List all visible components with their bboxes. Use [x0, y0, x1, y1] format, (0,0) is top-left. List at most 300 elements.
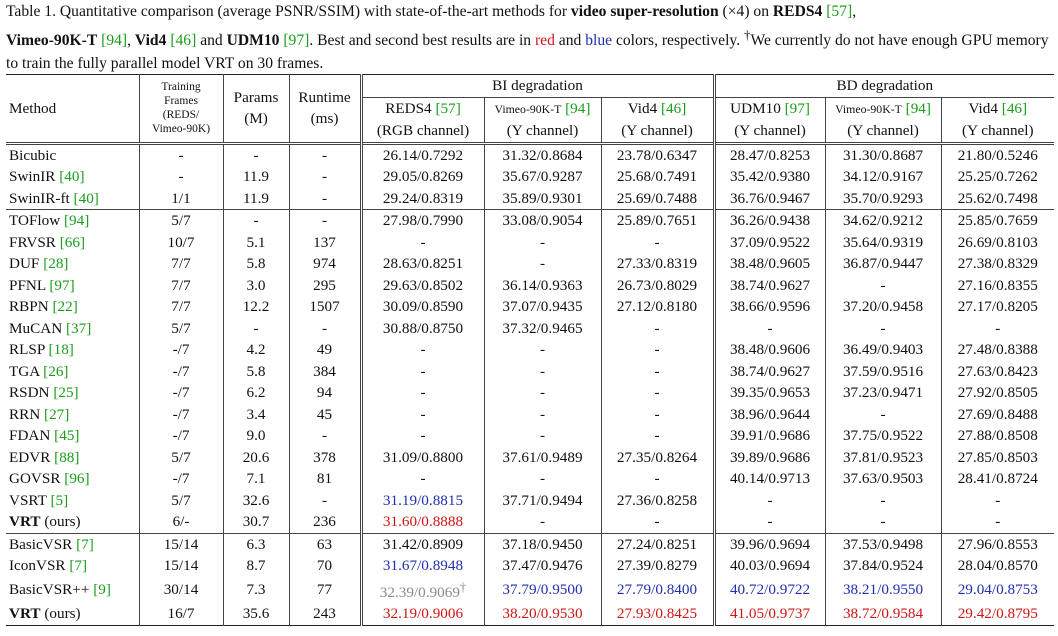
metric-cell: -: [825, 511, 941, 533]
method-cell: [6, 275, 139, 297]
metric-cell: 23.78/0.6347: [601, 143, 714, 166]
params-cell: 6.3: [223, 533, 289, 555]
metric-cell: 41.05/0.9737: [714, 603, 825, 625]
caption-bold-reds4: REDS4: [772, 3, 823, 20]
metric-cell: -: [995, 491, 1001, 509]
training-frames-cell: 5/7: [139, 210, 223, 232]
dataset-name: Vid4: [627, 100, 658, 117]
header-dataset-col: [714, 97, 825, 143]
citation-link[interactable]: [88]: [54, 448, 80, 466]
metric-cell: 36.49/0.9403: [825, 339, 941, 361]
metric-cell: 36.87/0.9447: [825, 253, 941, 275]
method-name: FRVSR: [9, 233, 60, 251]
method-cell: [6, 425, 139, 447]
runtime-cell: 295: [289, 275, 361, 297]
method-name: RLSP: [9, 341, 49, 358]
method-cell: [6, 603, 139, 625]
method-cell: [6, 404, 139, 426]
caption-text: ,: [127, 32, 135, 50]
method-cell: [6, 188, 139, 210]
citation-link[interactable]: [26]: [43, 362, 69, 380]
citation-link[interactable]: [5]: [50, 491, 69, 509]
header-training-line: Training: [161, 81, 201, 94]
method-name: BasicVSR: [9, 535, 77, 553]
metric-cell: -: [601, 318, 714, 340]
training-frames-cell: 5/7: [139, 490, 223, 512]
training-frames-cell: 1/1: [139, 188, 223, 210]
citation-link[interactable]: [57]: [826, 3, 853, 20]
method-name: MuCAN: [9, 319, 66, 337]
results-table-wrapper: [6, 74, 1054, 626]
params-cell: -: [223, 210, 289, 232]
citation-link[interactable]: [46]: [660, 100, 687, 117]
method-name: BasicVSR++: [9, 581, 94, 599]
citation-link[interactable]: [46]: [170, 32, 197, 50]
runtime-cell: -: [289, 210, 361, 232]
training-frames-cell: -/7: [139, 468, 223, 490]
metric-cell: 26.14/0.7292: [361, 143, 484, 166]
dataset-channel: (Y channel): [734, 121, 806, 139]
header-runtime: [289, 75, 361, 144]
citation-link[interactable]: [94]: [905, 99, 931, 117]
runtime-cell: 137: [289, 232, 361, 254]
params-cell: 11.9: [223, 166, 289, 188]
method-name: EDVR: [9, 448, 55, 466]
method-name: Bicubic: [9, 146, 57, 164]
citation-link[interactable]: [66]: [59, 233, 86, 251]
metric-cell: 37.53/0.9498: [825, 533, 941, 555]
table-row: [6, 232, 1054, 254]
dataset-channel: (Y channel): [621, 121, 693, 139]
metric-cell: 27.63/0.8423: [957, 362, 1038, 380]
metric-cell: 34.62/0.9212: [825, 210, 941, 232]
metric-cell: 28.63/0.8251: [361, 253, 484, 275]
training-frames-cell: 7/7: [139, 275, 223, 297]
runtime-cell: 49: [289, 339, 361, 361]
metric-cell: 37.09/0.9522: [714, 232, 825, 254]
caption-text: and: [196, 32, 227, 50]
metric-cell: -: [361, 382, 484, 404]
metric-cell: 37.07/0.9435: [484, 296, 601, 318]
dagger-mark: †: [459, 579, 467, 594]
runtime-cell: -: [289, 166, 361, 188]
metric-cell: 31.09/0.8800: [361, 447, 484, 469]
metric-cell: 37.32/0.9465: [484, 318, 601, 340]
metric-cell: 27.33/0.8319: [601, 253, 714, 275]
metric-cell: -: [601, 425, 714, 447]
metric-cell: -: [601, 468, 714, 490]
citation-link[interactable]: [94]: [101, 32, 128, 50]
header-dataset-col: [941, 97, 1054, 143]
params-cell: 7.3: [223, 577, 289, 604]
citation-link[interactable]: [40]: [59, 168, 85, 185]
method-name: RRN: [9, 405, 45, 423]
training-frames-cell: -/7: [139, 361, 223, 383]
caption-text: ,: [852, 3, 857, 20]
citation-link[interactable]: [57]: [435, 100, 461, 117]
method-name: VRT: [9, 513, 41, 530]
citation-link[interactable]: [94]: [565, 99, 591, 117]
metric-cell: 27.17/0.8205: [957, 298, 1038, 315]
metric-cell: 31.30/0.8687: [825, 143, 941, 166]
params-cell: 32.6: [223, 490, 289, 512]
table-row: [6, 166, 1054, 188]
citation-link[interactable]: [25]: [53, 384, 79, 401]
citation-link[interactable]: [37]: [65, 319, 92, 337]
header-params: [223, 75, 289, 144]
table-row: [6, 447, 1054, 469]
params-cell: 4.2: [223, 339, 289, 361]
metric-cell: 37.18/0.9450: [484, 533, 601, 555]
runtime-cell: -: [289, 490, 361, 512]
citation-link[interactable]: [7]: [69, 557, 88, 574]
citation-link[interactable]: [22]: [52, 298, 78, 315]
metric-cell: 27.88/0.8508: [957, 427, 1038, 444]
runtime-cell: -: [289, 318, 361, 340]
method-name: VRT: [9, 605, 41, 623]
metric-cell: 30.09/0.8590: [361, 296, 484, 318]
method-name: TGA: [9, 362, 44, 380]
training-frames-cell: -: [139, 166, 223, 188]
metric-cell: 27.39/0.8279: [601, 555, 714, 577]
metric-cell: 35.42/0.9380: [714, 166, 825, 188]
metric-cell: 25.89/0.7651: [601, 210, 714, 232]
citation-link[interactable]: [27]: [44, 405, 70, 423]
citation-link[interactable]: [9]: [93, 581, 111, 599]
metric-cell: 38.21/0.9550: [825, 577, 941, 604]
header-bd-degradation: BD degradation: [714, 75, 1054, 98]
caption-text: We currently do not have enough GPU memory to train the fully parallel model VRT on 30 frames.: [6, 32, 1049, 73]
params-cell: 20.6: [223, 447, 289, 469]
runtime-cell: -: [289, 425, 361, 447]
citation-link[interactable]: [96]: [64, 470, 90, 487]
metric-cell: -: [601, 361, 714, 383]
citation-link[interactable]: [40]: [73, 189, 99, 207]
metric-cell: 28.41/0.8724: [957, 470, 1038, 487]
method-name: PFNL: [9, 276, 50, 294]
header-method: Method: [6, 75, 139, 144]
table-caption: [6, 0, 1054, 75]
metric-cell: 37.81/0.9523: [825, 447, 941, 469]
metric-cell: -: [714, 511, 825, 533]
metric-cell: 38.74/0.9627: [714, 361, 825, 383]
metric-cell: 29.63/0.8502: [361, 275, 484, 297]
training-frames-cell: 5/7: [139, 318, 223, 340]
metric-cell: 39.89/0.9686: [714, 447, 825, 469]
metric-cell: 40.14/0.9713: [714, 468, 825, 490]
dataset-channel: (Y channel): [962, 121, 1034, 139]
runtime-cell: 63: [289, 533, 361, 555]
metric-cell: -: [601, 339, 714, 361]
caption-bold-vimeo: Vimeo-90K-T: [6, 32, 98, 50]
metric-cell: 27.35/0.8264: [601, 447, 714, 469]
metric-cell: 37.47/0.9476: [484, 555, 601, 577]
dataset-channel: (Y channel): [847, 122, 919, 139]
header-params-line: Params: [233, 88, 279, 106]
metric-cell: -: [484, 253, 601, 275]
metric-cell: 27.24/0.8251: [601, 533, 714, 555]
table-row: [6, 404, 1054, 426]
header-training-line: (REDS/: [162, 109, 200, 122]
table-row: [6, 318, 1054, 340]
metric-cell: -: [484, 404, 601, 426]
metric-cell: 38.74/0.9627: [714, 275, 825, 297]
header-dataset-col: [601, 97, 714, 143]
caption-text: . Best and second best results are in: [309, 32, 535, 50]
metric-cell: 27.69/0.8488: [957, 405, 1038, 423]
citation-link[interactable]: [94]: [64, 212, 90, 229]
metric-cell: 40.03/0.9694: [714, 555, 825, 577]
metric-cell: 31.60/0.8888: [361, 511, 484, 533]
metric-cell: 21.80/0.5246: [957, 146, 1038, 164]
metric-cell: 38.48/0.9605: [714, 253, 825, 275]
training-frames-cell: 6/-: [139, 511, 223, 533]
metric-cell: 38.20/0.9530: [484, 603, 601, 625]
params-cell: -: [223, 318, 289, 340]
header-runtime-line: (ms): [310, 110, 339, 128]
metric-cell: -: [361, 425, 484, 447]
dataset-name: Vimeo-90K-T: [835, 101, 902, 116]
params-cell: -: [223, 143, 289, 166]
metric-cell: 25.68/0.7491: [601, 166, 714, 188]
metric-cell: 36.76/0.9467: [714, 188, 825, 210]
caption-bold-vid4: Vid4: [134, 32, 167, 50]
metric-cell: 31.32/0.8684: [484, 143, 601, 166]
metric-cell: 36.14/0.9363: [484, 275, 601, 297]
metric-cell: -: [601, 232, 714, 254]
table-row: [6, 533, 1054, 555]
method-cell: [6, 577, 139, 604]
header-bi-degradation: BI degradation: [361, 75, 714, 98]
method-cell: [6, 339, 139, 361]
metric-cell: -: [601, 404, 714, 426]
metric-cell: -: [825, 490, 941, 512]
metric-cell: 29.24/0.8319: [361, 188, 484, 210]
method-name: SwinIR: [9, 168, 60, 185]
table-row: [6, 577, 1054, 604]
caption-text: and: [554, 32, 586, 50]
runtime-cell: -: [289, 143, 361, 166]
method-cell: [6, 296, 139, 318]
table-row: [6, 253, 1054, 275]
metric-cell: 28.04/0.8570: [957, 557, 1038, 574]
training-frames-cell: -/7: [139, 404, 223, 426]
citation-link[interactable]: [97]: [784, 100, 810, 117]
caption-text: (×4) on: [718, 3, 773, 20]
citation-link[interactable]: [28]: [43, 255, 69, 272]
metric-cell: 32.19/0.9006: [361, 603, 484, 625]
metric-cell: 31.42/0.8909: [361, 533, 484, 555]
header-runtime-line: Runtime: [298, 88, 351, 106]
method-cell: [6, 166, 139, 188]
metric-cell: 27.96/0.8553: [957, 535, 1038, 553]
metric-cell: 37.63/0.9503: [825, 468, 941, 490]
metric-cell: 38.48/0.9606: [714, 339, 825, 361]
params-cell: 3.4: [223, 404, 289, 426]
table-row: [6, 555, 1054, 577]
citation-link[interactable]: [18]: [48, 341, 74, 358]
runtime-cell: 236: [289, 511, 361, 533]
metric-cell: -: [825, 404, 941, 426]
metric-cell: 37.59/0.9516: [825, 361, 941, 383]
metric-cell: 25.25/0.7262: [957, 168, 1038, 185]
metric-cell: -: [714, 318, 825, 340]
table-row: [6, 511, 1054, 533]
method-cell: [6, 318, 139, 340]
runtime-cell: 94: [289, 382, 361, 404]
method-cell: [6, 143, 139, 166]
dataset-name: Vid4: [968, 100, 998, 117]
metric-cell: 34.12/0.9167: [825, 166, 941, 188]
metric-cell: 31.19/0.8815: [361, 490, 484, 512]
table-row: [6, 210, 1054, 232]
runtime-cell: 77: [289, 577, 361, 604]
metric-cell: -: [484, 361, 601, 383]
training-frames-cell: -/7: [139, 382, 223, 404]
header-params-line: (M): [244, 110, 268, 128]
metric-cell: 27.38/0.8329: [957, 255, 1038, 272]
method-suffix: (ours): [40, 513, 81, 530]
runtime-cell: 70: [289, 555, 361, 577]
metric-cell: 38.66/0.9596: [714, 296, 825, 318]
runtime-cell: 384: [289, 361, 361, 383]
training-frames-cell: 15/14: [139, 533, 223, 555]
citation-link[interactable]: [97]: [49, 276, 75, 294]
training-frames-cell: 5/7: [139, 447, 223, 469]
metric-cell: 35.70/0.9293: [825, 188, 941, 210]
metric-cell: 35.89/0.9301: [484, 188, 601, 210]
params-cell: 9.0: [223, 425, 289, 447]
header-dataset-col: [825, 97, 941, 143]
runtime-cell: 1507: [289, 296, 361, 318]
metric-cell: 37.23/0.9471: [825, 382, 941, 404]
table-row: [6, 425, 1054, 447]
metric-cell: 29.05/0.8269: [361, 166, 484, 188]
table-row: [6, 603, 1054, 625]
params-cell: 11.9: [223, 188, 289, 210]
metric-cell: 37.79/0.9500: [484, 577, 601, 604]
metric-cell: 27.98/0.7990: [361, 210, 484, 232]
params-cell: 3.0: [223, 275, 289, 297]
training-frames-cell: -/7: [139, 425, 223, 447]
training-frames-cell: 15/14: [139, 555, 223, 577]
table-row: [6, 275, 1054, 297]
caption-blue-word: blue: [585, 32, 613, 50]
metric-cell: 29.42/0.8795: [957, 605, 1038, 623]
caption-red-word: red: [534, 32, 555, 50]
metric-cell: 39.96/0.9694: [714, 533, 825, 555]
metric-cell: 35.67/0.9287: [484, 166, 601, 188]
metric-cell: 38.96/0.9644: [714, 404, 825, 426]
dataset-name: REDS4: [385, 100, 432, 117]
metric-cell: 32.39/0.9069†: [361, 577, 484, 604]
training-frames-cell: 7/7: [139, 253, 223, 275]
params-cell: 6.2: [223, 382, 289, 404]
metric-cell: -: [361, 232, 484, 254]
method-name: GOVSR: [9, 470, 65, 487]
metric-cell: 26.73/0.8029: [601, 275, 714, 297]
metric-cell: 37.71/0.9494: [484, 490, 601, 512]
citation-link[interactable]: [7]: [76, 535, 94, 553]
runtime-cell: -: [289, 188, 361, 210]
metric-cell: 37.84/0.9524: [825, 555, 941, 577]
citation-link[interactable]: [46]: [1001, 100, 1028, 117]
table-row: [6, 382, 1054, 404]
method-cell: [6, 382, 139, 404]
method-cell: [6, 555, 139, 577]
table-row: [6, 188, 1054, 210]
metric-cell: 25.62/0.7498: [957, 189, 1038, 207]
method-cell: [6, 447, 139, 469]
dataset-name: UDM10: [730, 100, 781, 117]
metric-cell: 27.92/0.8505: [957, 384, 1038, 401]
params-cell: 5.8: [223, 253, 289, 275]
citation-link[interactable]: [45]: [54, 427, 80, 444]
metric-cell: 33.08/0.9054: [484, 210, 601, 232]
metric-cell: 40.72/0.9722: [714, 577, 825, 604]
metric-cell: -: [361, 361, 484, 383]
metric-cell: 37.20/0.9458: [825, 296, 941, 318]
metric-cell: -: [484, 425, 601, 447]
metric-cell: 27.93/0.8425: [601, 603, 714, 625]
training-frames-cell: 7/7: [139, 296, 223, 318]
training-frames-cell: -/7: [139, 339, 223, 361]
table-row: [6, 296, 1054, 318]
metric-cell: 27.85/0.8503: [957, 448, 1038, 466]
metric-cell: -: [361, 404, 484, 426]
method-cell: [6, 253, 139, 275]
citation-link[interactable]: [97]: [283, 32, 310, 50]
method-cell: [6, 210, 139, 232]
metric-cell: 36.26/0.9438: [714, 210, 825, 232]
method-name: VSRT: [9, 491, 51, 509]
params-cell: 12.2: [223, 296, 289, 318]
method-name: RSDN: [9, 384, 54, 401]
params-cell: 35.6: [223, 603, 289, 625]
method-name: FDAN: [9, 427, 55, 444]
table-row: [6, 468, 1054, 490]
caption-bold-udm10: UDM10: [226, 32, 280, 50]
method-cell: [6, 511, 139, 533]
runtime-cell: 45: [289, 404, 361, 426]
dataset-channel: (Y channel): [506, 122, 579, 139]
metric-cell: -: [484, 511, 601, 533]
caption-dagger: †: [744, 27, 751, 42]
params-cell: 5.1: [223, 232, 289, 254]
metric-cell: -: [995, 319, 1001, 337]
method-cell: [6, 468, 139, 490]
metric-cell: -: [825, 275, 941, 297]
metric-cell: 25.85/0.7659: [957, 212, 1038, 229]
params-cell: 5.8: [223, 361, 289, 383]
training-frames-cell: -: [139, 143, 223, 166]
runtime-cell: 378: [289, 447, 361, 469]
metric-cell: -: [484, 339, 601, 361]
metric-cell: 27.36/0.8258: [601, 490, 714, 512]
method-cell: [6, 490, 139, 512]
metric-cell: -: [601, 382, 714, 404]
method-suffix: (ours): [40, 605, 81, 623]
metric-cell: -: [361, 339, 484, 361]
method-name: IconVSR: [9, 557, 70, 574]
metric-cell: 27.79/0.8400: [601, 577, 714, 604]
metric-cell: -: [484, 468, 601, 490]
caption-text: Table 1. Quantitative comparison (average PSNR/SSIM) with state-of-the-art methods for: [6, 3, 571, 20]
metric-cell: -: [825, 318, 941, 340]
metric-cell: -: [714, 490, 825, 512]
metric-cell: 25.69/0.7488: [601, 188, 714, 210]
table-row: [6, 490, 1054, 512]
